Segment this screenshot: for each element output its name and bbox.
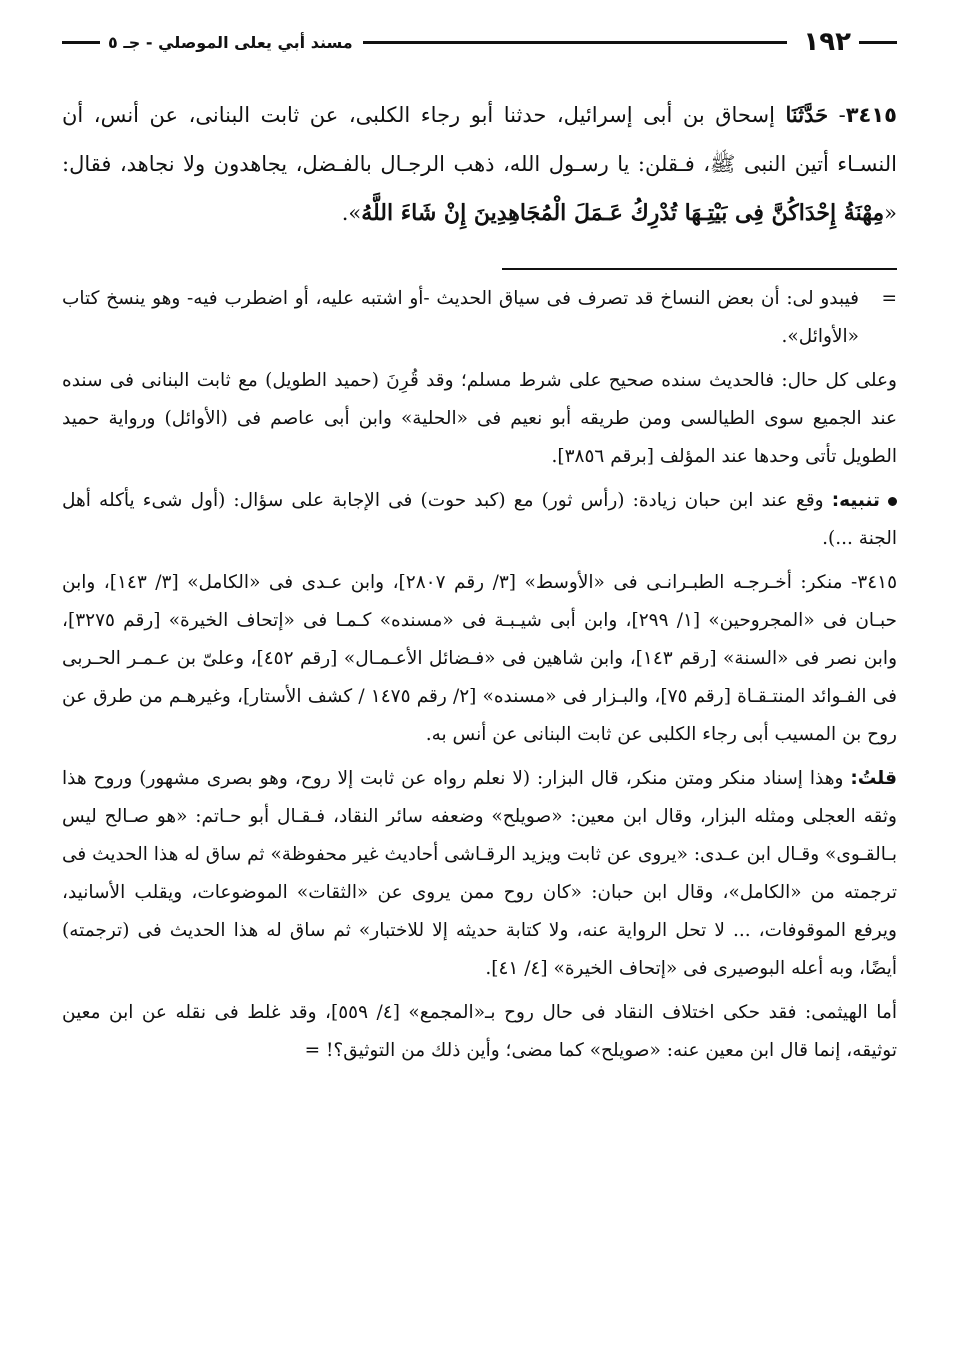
footnote-separator <box>502 268 897 270</box>
hadith-opening: حَدَّثَنَا <box>785 102 829 127</box>
page-header <box>62 20 897 64</box>
note-3415-text: منكر: أخـرجـه الطبـرانـى فى «الأوسط» [٣/ رقم ٢٨٠٧]، وابن عـدى فى «الكامل» [٣/ ١٤٣]، وابن حبـان فى «المجروحين» [١/ ٢٩٩]، وابن أبى شيـبـة فى «مسنده» كـمـا فى «إتحاف الخيرة» [رقم ٣٢٧٥]، وابن نصر فى «السنة» [رقم ١٤٣]، وابن شاهين فى «فـضائل الأعـمـال» [رقم ٤٥٢]، وعلىّ بن عـمـر الحـربى فى الفـوائد المنتـقـاة [رقم ٧٥]، والبـزار فى «مسنده» [٢/ رقم ١٤٧٥ / كشف الأستار]، وغيرهـم من طرق عن روح بن المسيب أبى رجاء الكلبى عن ثابت البنانى عن أنس به. <box>62 572 897 745</box>
header-rule <box>363 41 788 44</box>
hadith-separator: - <box>838 103 846 127</box>
hadith-end: ». <box>341 201 362 225</box>
page-number: ١٩٢ <box>803 27 851 57</box>
footnotes <box>62 280 897 1070</box>
continuation-marker: = <box>881 288 897 309</box>
footnote-general: وعلى كل حال: فالحديث سنده صحيح على شرط مسلم؛ وقد قُرِنَ (حميد الطويل) مع ثابت البنانى فى سنده عند الجميع سوى الطيالسى ومن طريقه أبو نعيم فى «الحلية» وابن أبى عاصم فى (الأوائل) ورواية حميد الطويل تأتى وحدها عند المؤلف [برقم ٣٨٥٦]. <box>62 370 897 467</box>
book-title: مسند أبي يعلى الموصلي - جـ ٥ <box>108 32 353 52</box>
bullet-icon <box>888 497 897 506</box>
header-rule-left <box>62 41 100 44</box>
hadith-number: ٣٤١٥ <box>845 103 897 127</box>
hadith-text <box>62 90 897 238</box>
note-number: ٣٤١٥- <box>851 572 898 593</box>
footnote-notice <box>62 482 897 558</box>
prophetic-words: مِهْنَةُ إِحْدَاكُنَّ فِى بَيْتِـهَا تُدْرِكُ عَـمَلَ الْمُجَاهِدِينَ إِنْ شَاءَ اللَّهُ <box>361 200 885 226</box>
continuation-text: فيبدو لى: أن بعض النساخ قد تصرف فى سياق الحديث -أو اشتبه عليه، أو اضطرب فيه- وهو ينسخ كتاب «الأوائل». <box>62 288 859 347</box>
qultu-label: قلتُ: <box>850 768 897 789</box>
footnote-3415 <box>62 564 897 754</box>
qultu-text: وهذا إسناد منكر ومتن منكر، قال البزار: (لا نعلم رواه عن ثابت إلا روح، وهو بصرى مشهور) وروح هذا وثقه العجلى ومثله البزار، وقال ابن معين: «صويلح» وضعفه سائر النقاد، فـقـال أبو حـاتم: «هو صـالح ليس بـالقـوى» وقـال ابن عـدى: «يروى عن ثابت ويزيد الرقـاشى أحاديث غير محفوظة» ثم ساق له هذا الحديث فى ترجمته من «الكامل»، وقال ابن حبان: «كان روح ممن يروى عن «الثقات» الموضوعات، ويقلب الأسانيد، ويرفع الموقوفات، ... لا تحل الرواية عنه، ولا كتابة حديثه إلا للاختبار» ثم ساق له هذا الحديث فى (ترجمته) أيضًا، وبه أعله البوصيرى فى «إتحاف الخيرة» [٤/ ٤١]. <box>62 768 897 979</box>
footnote-continuation <box>62 280 897 356</box>
document-page <box>62 20 897 1340</box>
footnote-qultu <box>62 760 897 988</box>
header-rule-right <box>859 41 897 44</box>
hadith-isnad-and-matn: إسحاق بن أبى إسرائيل، حدثنا أبو رجاء الكلبى، عن ثابت البنانى، عن أنس، أن النسـاء أتين النبى ﷺ، فـقلن: يا رسـول الله، ذهب الرجـال بالفـضل، يجاهدون ولا نجاهد، فقال: « <box>62 103 897 225</box>
notice-text: وقع عند ابن حبان زيادة: (رأس ثور) مع (كبد حوت) فى الإجابة على سؤال: (أول شىء يأكله أهل الجنة ...). <box>62 490 897 549</box>
footnote-haythami: أما الهيثمى: فقد حكى اختلاف النقاد فى حال روح بـ«المجمع» [٤/ ٥٥٩]، وقد غلط فى نقله عن ابن معين توثيقه، إنما قال ابن معين عنه: «صويلح» كما مضى؛ وأين ذلك من التوثيق؟! = <box>62 1002 897 1061</box>
notice-label: تنبيه: <box>831 490 880 511</box>
